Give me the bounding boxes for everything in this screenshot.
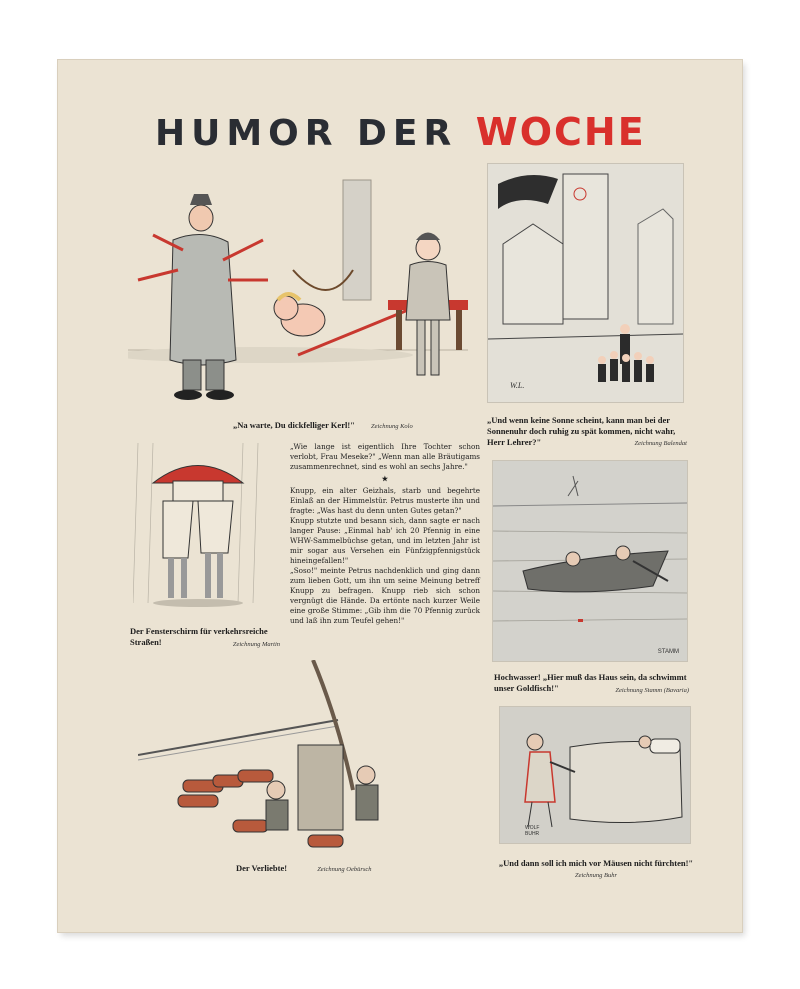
flood-illustration — [493, 461, 687, 661]
umbrella-illustration — [133, 443, 263, 613]
cartoon-flood-credit: Zeichnung Stamm (Bavaria) — [615, 687, 689, 694]
cartoon-cupid-credit: Zeichnung Kolo — [371, 423, 413, 430]
cartoon-umbrella — [133, 443, 263, 613]
cartoon-umbrella-caption: Der Fensterschirm für verkehrsreiche Straßen! Zeichnung Martin — [130, 626, 280, 648]
title-woche: WOCHE — [475, 110, 646, 154]
cartoon-mice — [499, 706, 691, 844]
joke-miser-paragraph-2: Knupp stutzte und besann sich, dann sagte er nach langer Pause: „Einmal hab' ich 20 Pfennig in eine WHW-Sammelbüchse getan, und im letzten Jahr ist mir sogar aus Versehen ein Fünfzigpfennigstück hineingefallen!" — [290, 516, 480, 565]
page-title — [155, 110, 646, 154]
cartoon-sundial — [487, 163, 684, 403]
in-love-illustration — [138, 660, 468, 860]
magazine-page — [58, 60, 742, 932]
jokes-column — [290, 442, 480, 626]
joke-miser-paragraph-3: „Soso!" meinte Petrus nachdenklich und ging dann zum lieben Gott, um ihn um seine Meinung betreff Knupp zu befragen. Knupp rieb sich schon vergnügt die Hände. Da ertönte nach kurzer Weile eine große Stimme: „Gib ihm die 70 Pfennig zurück und laß ihn zum Teufel gehen!" — [290, 566, 480, 625]
cartoon-umbrella-credit: Zeichnung Martin — [232, 641, 280, 648]
cartoon-flood-caption: Hochwasser! „Hier muß das Haus sein, da schwimmt unser Goldfisch!" Zeichnung Stamm (Bavaria) — [494, 672, 689, 694]
cartoon-flood — [492, 460, 688, 662]
joke-miser-paragraph-1: Knupp, ein alter Geizhals, starb und begehrte Einlaß an der Himmelstür. Petrus musterte ihn und fragte: „Was hast du denn unten Gutes getan?" — [290, 486, 480, 515]
sundial-signature: W.L. — [510, 381, 525, 390]
joke-engaged-daughter: „Wie lange ist eigentlich Ihre Tochter schon verlobt, Frau Meseke?" „Wenn man alle Bräutigams zusammenrechnet, sind es wohl an sechs Jahre." — [290, 442, 480, 471]
cartoon-sundial-credit: Zeichnung Balendat — [634, 440, 687, 447]
mice-illustration — [500, 707, 690, 843]
cartoon-in-love — [138, 660, 468, 860]
flood-signature: STAMM — [657, 649, 679, 655]
title-humor-der: HUMOR DER — [155, 113, 458, 154]
cartoon-in-love-caption: Der Verliebte! Zeichnung Oebürsch — [236, 863, 372, 873]
cartoon-cupid-caption: „Na warte, Du dickfelliger Kerl!" Zeichnung Kolo — [233, 420, 413, 430]
cartoon-sundial-caption: „Und wenn keine Sonne scheint, kann man bei der Sonnenuhr doch ruhig zu spät kommen, nicht wahr, Herr Lehrer?" Zeichnung Balendat — [487, 415, 687, 447]
cartoon-mice-caption: „Und dann soll ich mich vor Mäusen nicht fürchten!" Zeichnung Buhr — [498, 858, 694, 879]
cartoon-mice-credit: Zeichnung Buhr — [574, 872, 618, 879]
mice-signature: WOLF BUHR — [525, 825, 540, 837]
cartoon-cupid — [128, 170, 468, 410]
sundial-illustration — [488, 164, 683, 402]
joke-separator: ★ — [381, 474, 389, 483]
cartoon-in-love-credit: Zeichnung Oebürsch — [317, 866, 372, 873]
cupid-illustration — [128, 170, 468, 410]
